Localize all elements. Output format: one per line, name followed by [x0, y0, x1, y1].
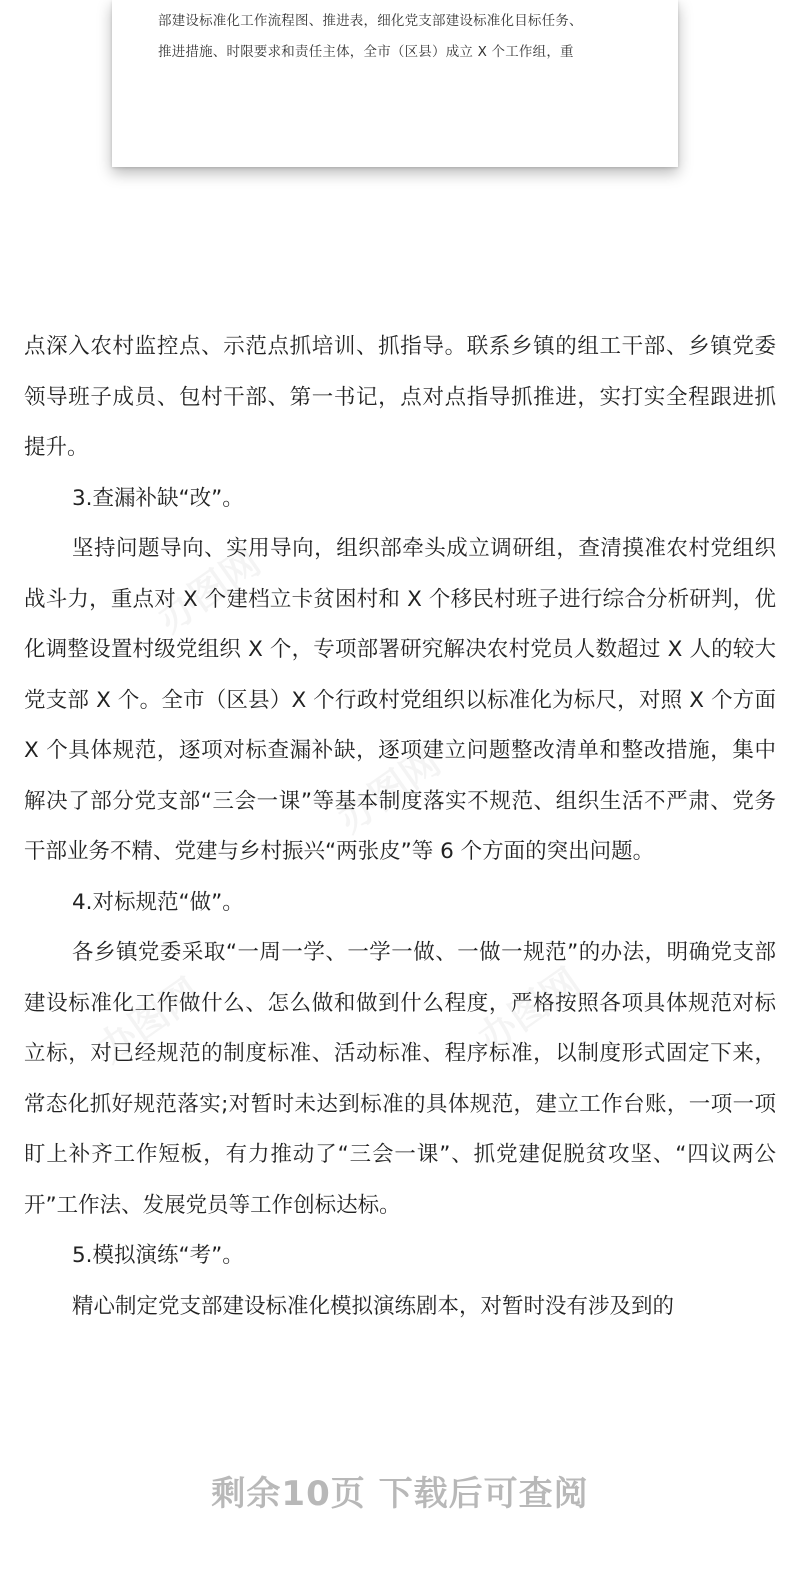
section-heading: 5.模拟演练“考”。: [72, 1243, 244, 1268]
remaining-pages-note[interactable]: 剩余10页 下载后可查阅: [211, 1474, 589, 1514]
paragraph: 坚持问题导向、实用导向，组织部牵头成立调研组，查清摸准农村党组织战斗力，重点对 X 个建档立卡贫困村和 X 个移民村班子进行综合分析研判，优化调整设置村级党组织 X 个，专项部署研究解决农村党员人数超过 X 人的较大党支部 X 个。全市（区县）X 个行政村党组织以标准化为标尺，对照 X 个方面 X 个具体规范，逐项对标查漏补缺，逐项建立问题整改清单和整改措施，集中解决了部分党支部“三会一课”等基本制度落实不规范、组织生活不严肃、党务干部业务不精、党建与乡村振兴“两张皮”等 6 个方面的突出问题。: [24, 536, 776, 864]
paragraph: 精心制定党支部建设标准化模拟演练剧本，对暂时没有涉及到的: [72, 1293, 675, 1319]
preview-line-1: 部建设标准化工作流程图、推进表，细化党支部建设标准化目标任务、: [158, 13, 583, 29]
document-body: [24, 322, 776, 1332]
paragraph: 各乡镇党委采取“一周一学、一学一做、一做一规范”的办法，明确党支部建设标准化工作做什么、怎么做和做到什么程度，严格按照各项具体规范对标立标，对已经规范的制度标准、活动标准、程序标准，以制度形式固定下来，常态化抓好规范落实;对暂时未达到标准的具体规范，建立工作台账，一项一项盯上补齐工作短板，有力推动了“三会一课”、抓党建促脱贫攻坚、“四议两公开”工作法、发展党员等工作创标达标。: [24, 940, 776, 1218]
paragraph-continuation: 点深入农村监控点、示范点抓培训、抓指导。联系乡镇的组工干部、乡镇党委领导班子成员、包村干部、第一书记，点对点指导抓推进，实打实全程跟进抓提升。: [24, 334, 776, 460]
preview-card: [112, 0, 678, 167]
preview-line-2: 推进措施、时限要求和责任主体，全市（区县）成立 X 个工作组，重: [158, 44, 574, 60]
section-heading: 3.查漏补缺“改”。: [72, 485, 244, 511]
section-heading: 4.对标规范“做”。: [72, 889, 244, 915]
